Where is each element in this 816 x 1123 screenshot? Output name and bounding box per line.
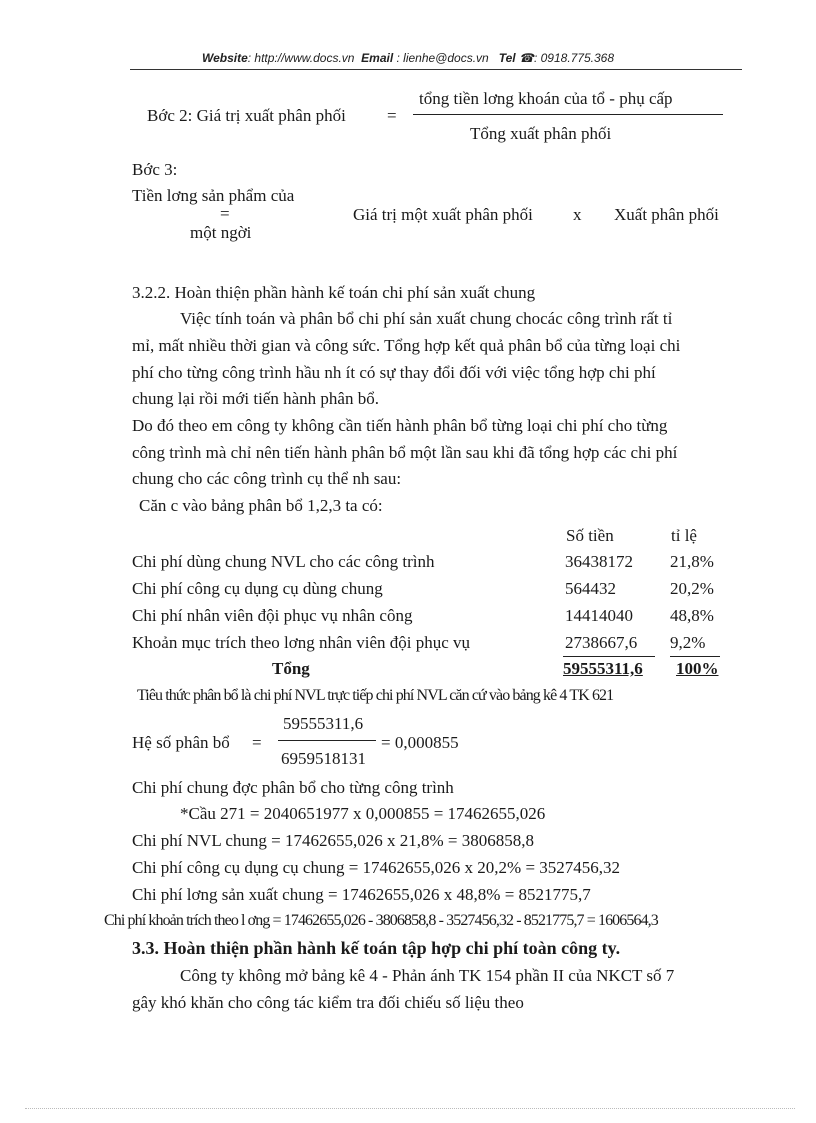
table-row-item: Khoản mục trích theo lơng nhân viên đội phục vụ — [132, 633, 471, 652]
allocation-deduction: Chi phí khoản trích theo l ơng = 17462655,026 - 3806858,8 - 3527456,32 - 8521775,7 = 1606564,3 — [104, 912, 658, 929]
footer-rule — [25, 1108, 795, 1109]
website-url: : http://www.docs.vn — [247, 51, 355, 65]
para1-line1: Việc tính toán và phân bổ chi phí sản xuất chung chocác công trình rất tỉ — [180, 309, 673, 328]
para2-line1: Do đó theo em công ty không cần tiến hành phân bổ từng loại chi phí cho từng — [132, 416, 668, 435]
table-total-amount: 59555311,6 — [563, 659, 643, 678]
page-header — [0, 51, 816, 65]
section-33-line1: Công ty không mở bảng kê 4 - Phản ánh TK 154 phần II của NKCT số 7 — [180, 966, 675, 985]
criteria-note: Tiêu thức phân bổ là chi phí NVL trực tiếp chi phí NVL căn cứ vào bảng kê 4 TK 621 — [137, 687, 614, 704]
allocation-line: Chi phí lơng sản xuất chung = 17462655,026 x 48,8% = 8521775,7 — [132, 885, 591, 904]
section-322-title: 3.2.2. Hoàn thiện phần hành kế toán chi phí sản xuất chung — [132, 283, 536, 302]
phone-icon: ☎ — [519, 51, 534, 65]
step3-value: Giá trị một xuất phân phối — [353, 205, 533, 224]
step3-equals: = — [220, 204, 230, 223]
table-total-label: Tổng — [272, 659, 310, 678]
table-header-amount: Số tiền — [566, 526, 614, 545]
table-row-ratio: 20,2% — [670, 579, 714, 598]
table-row-amount: 564432 — [565, 579, 616, 598]
table-header-ratio: tỉ lệ — [671, 526, 697, 545]
para2-line3: chung cho các công trình cụ thể nh sau: — [132, 469, 402, 488]
tel-label: Tel — [498, 51, 516, 65]
coefficient-numerator: 59555311,6 — [283, 714, 364, 733]
para2-line2: công trình mà chỉ nên tiến hành phân bổ một lần sau khi đã tổng hợp các chi phí — [132, 443, 678, 462]
tel-number: : 0918.775.368 — [533, 51, 615, 65]
step3-line2: một ngời — [190, 223, 252, 242]
table-total-ratio: 100% — [676, 659, 719, 678]
header-rule — [130, 69, 742, 70]
email-label: Email — [361, 51, 394, 65]
step3-label: Bớc 3: — [132, 160, 178, 179]
table-row-ratio: 48,8% — [670, 606, 714, 625]
allocation-line: Chi phí công cụ dụng cụ chung = 17462655,026 x 20,2% = 3527456,32 — [132, 858, 621, 877]
step2-denominator: Tổng xuất phân phối — [470, 124, 612, 143]
table-row-amount: 2738667,6 — [565, 633, 638, 652]
table-row-amount: 36438172 — [565, 552, 633, 571]
email-address: : lienhe@docs.vn — [393, 51, 489, 65]
step2-numerator: tổng tiền lơng khoán của tổ - phụ cấp — [419, 89, 673, 108]
allocation-intro: Chi phí chung đợc phân bổ cho từng công trình — [132, 778, 454, 797]
para1-line2: mỉ, mất nhiều thời gian và công sức. Tổng hợp kết quả phân bổ của từng loại chi — [132, 336, 681, 355]
step2-equals: = — [387, 106, 397, 125]
coefficient-equals: = — [252, 733, 262, 752]
step2-label: Bớc 2: Giá trị xuất phân phối — [147, 106, 346, 125]
website-label: Website — [201, 51, 248, 65]
step3-share: Xuất phân phối — [614, 205, 719, 224]
table-row-item: Chi phí công cụ dụng cụ dùng chung — [132, 579, 383, 598]
table-row-ratio: 21,8% — [670, 552, 714, 571]
section-33-title: 3.3. Hoàn thiện phần hành kế toán tập hợp chi phí toàn công ty. — [132, 938, 621, 958]
table-row-item: Chi phí dùng chung NVL cho các công trình — [132, 552, 435, 571]
step2-fraction-line — [413, 114, 723, 115]
step3-times: x — [573, 205, 582, 224]
coefficient-denominator: 6959518131 — [281, 749, 366, 768]
para1-line4: chung lại rồi mới tiến hành phân bổ. — [132, 389, 379, 408]
table-row-amount: 14414040 — [565, 606, 633, 625]
table-row-ratio: 9,2% — [670, 633, 706, 652]
coefficient-label: Hệ số phân bổ — [132, 733, 230, 752]
coefficient-result: = 0,000855 — [381, 733, 459, 752]
para1-line3: phí cho từng công trình hầu nh ít có sự thay đổi đối với việc tổng hợp chi phí — [132, 363, 656, 382]
allocation-line: Chi phí NVL chung = 17462655,026 x 21,8% = 3806858,8 — [132, 831, 534, 850]
coefficient-fraction-line — [278, 740, 376, 741]
total-ratio-rule — [670, 656, 720, 657]
allocation-bridge: *Cầu 271 = 2040651977 x 0,000855 = 17462655,026 — [180, 804, 546, 823]
table-row-item: Chi phí nhân viên đội phục vụ nhân công — [132, 606, 413, 625]
total-amount-rule — [563, 656, 655, 657]
step3-line1: Tiền lơng sản phẩm của — [132, 186, 295, 205]
section-33-line2: gây khó khăn cho công tác kiểm tra đối chiếu số liệu theo — [132, 993, 524, 1012]
basis-line: Căn c vào bảng phân bổ 1,2,3 ta có: — [139, 496, 383, 515]
